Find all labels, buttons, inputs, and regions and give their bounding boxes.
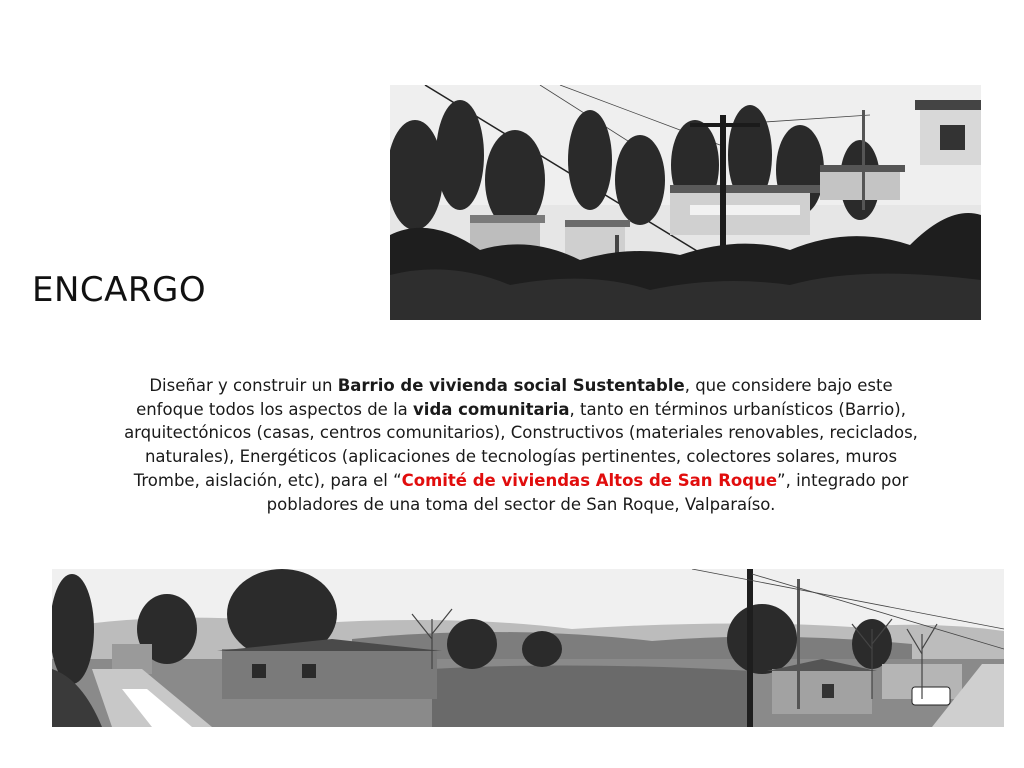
hillside-settlement-photo	[390, 85, 981, 320]
description-bold-1: Barrio de vivienda social Sustentable	[337, 376, 685, 395]
panorama-road-photo	[52, 569, 1004, 727]
description-text-3: , tanto en términos urbanísticos (Barrio), arquitectónicos (casas, centros comunitarios), Constructivos (materiales renovables, reciclados, naturales), Energéticos (aplicaciones de tecnologías pertinentes, colectores solares, muros Trombe, aislación, etc), para el “	[124, 399, 918, 490]
committee-name-highlight: Comité de viviendas Altos de San Roque	[401, 470, 778, 490]
project-description	[118, 374, 924, 516]
description-text-1: Diseñar y construir un	[149, 376, 338, 395]
slide-title: ENCARGO	[32, 270, 207, 310]
description-text-4: ”, integrado por pobladores de una toma del sector de San Roque, Valparaíso.	[266, 470, 909, 514]
description-bold-2: vida comunitaria	[413, 399, 570, 419]
description-text-2: , que considere bajo este enfoque todos los aspectos de la	[136, 376, 893, 419]
